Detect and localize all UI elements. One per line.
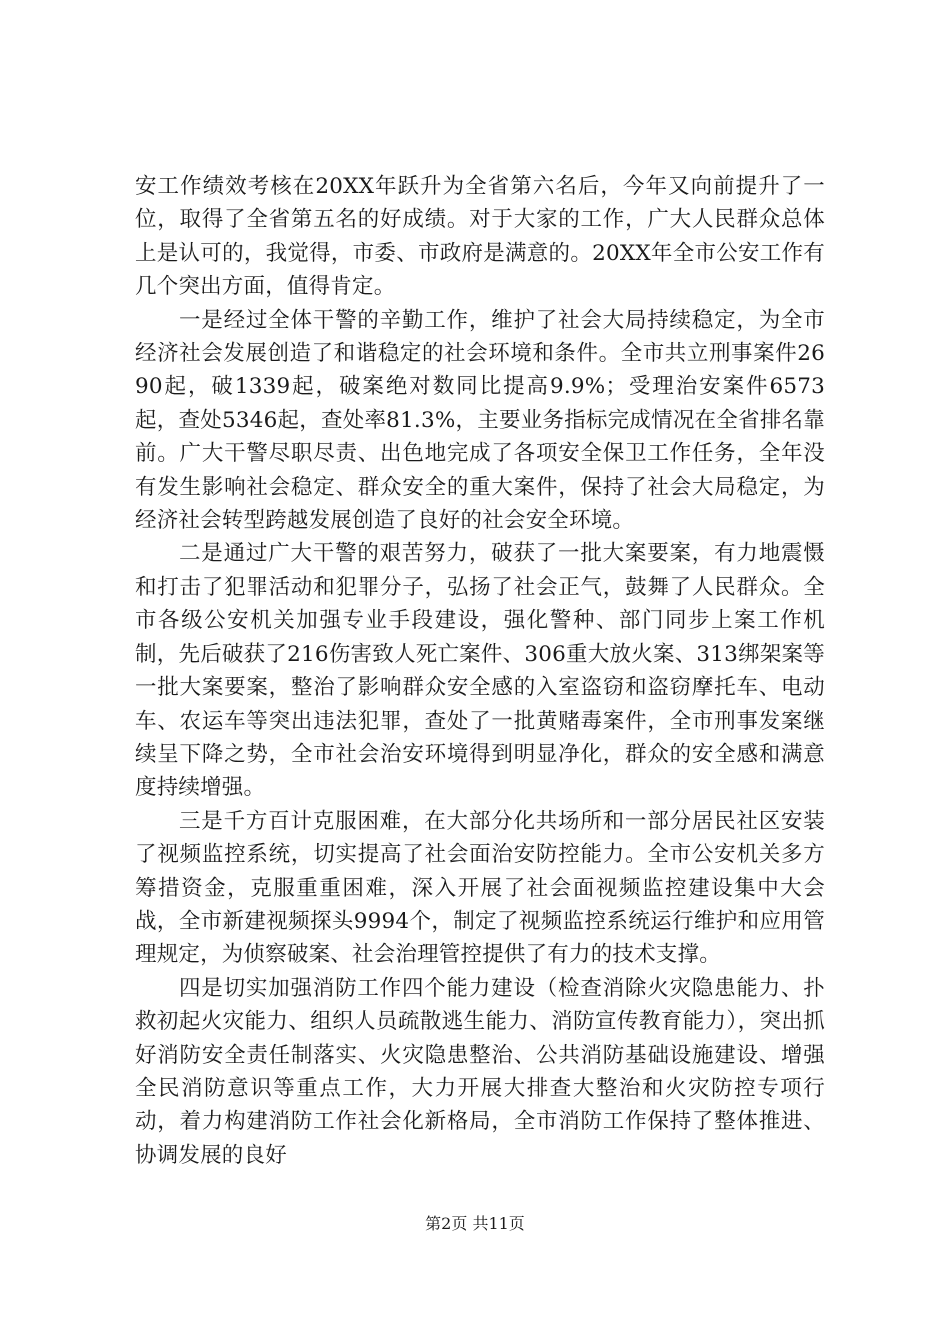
paragraph-point-one: 一是经过全体干警的辛勤工作，维护了社会大局持续稳定，为全市经济社会发展创造了和谐稳定的社会环境和条件。全市共立刑事案件2690起，破1339起，破案绝对数同比提高9.9%；受理治安案件6573起，查处5346起，查处率81.3%，主要业务指标完成情况在全省排名靠前。广大干警尽职尽责、出色地完成了各项安全保卫工作任务，全年没有发生影响社会稳定、群众安全的重大案件，保持了社会大局稳定，为经济社会转型跨越发展创造了良好的社会安全环境。 (135, 307, 825, 534)
paragraph-point-four: 四是切实加强消防工作四个能力建设（检查消除火灾隐患能力、扑救初起火灾能力、组织人员疏散逃生能力、消防宣传教育能力），突出抓好消防安全责任制落实、火灾隐患整治、公共消防基础设施建设、增强全民消防意识等重点工作，大力开展大排查大整治和火灾防控专项行动，着力构建消防工作社会化新格局，全市消防工作保持了整体推进、协调发展的良好 (135, 975, 825, 1168)
page-number-footer: 第2页 共11页 (425, 1214, 525, 1233)
paragraph-point-three: 三是千方百计克服困难，在大部分化共场所和一部分居民社区安装了视频监控系统，切实提高了社会面治安防控能力。全市公安机关多方筹措资金，克服重重困难，深入开展了社会面视频监控建设集中大会战，全市新建视频探头9994个，制定了视频监控系统运行维护和应用管理规定，为侦察破案、社会治理管控提供了有力的技术支撑。 (135, 808, 825, 968)
paragraph-point-two: 二是通过广大干警的艰苦努力，破获了一批大案要案，有力地震慑和打击了犯罪活动和犯罪分子，弘扬了社会正气，鼓舞了人民群众。全市各级公安机关加强专业手段建设，强化警种、部门同步上案工作机制，先后破获了216伤害致人死亡案件、306重大放火案、313绑架案等一批大案要案，整治了影响群众安全感的入室盗窃和盗窃摩托车、电动车、农运车等突出违法犯罪，查处了一批黄赌毒案件，全市刑事发案继续呈下降之势，全市社会治安环境得到明显净化，群众的安全感和满意度持续增强。 (135, 541, 825, 801)
document-body (135, 170, 825, 1172)
paragraph-continuation: 安工作绩效考核在20XX年跃升为全省第六名后，今年又向前提升了一位，取得了全省第五名的好成绩。对于大家的工作，广大人民群众总体上是认可的，我觉得，市委、市政府是满意的。20XX年全市公安工作有几个突出方面，值得肯定。 (135, 174, 825, 300)
